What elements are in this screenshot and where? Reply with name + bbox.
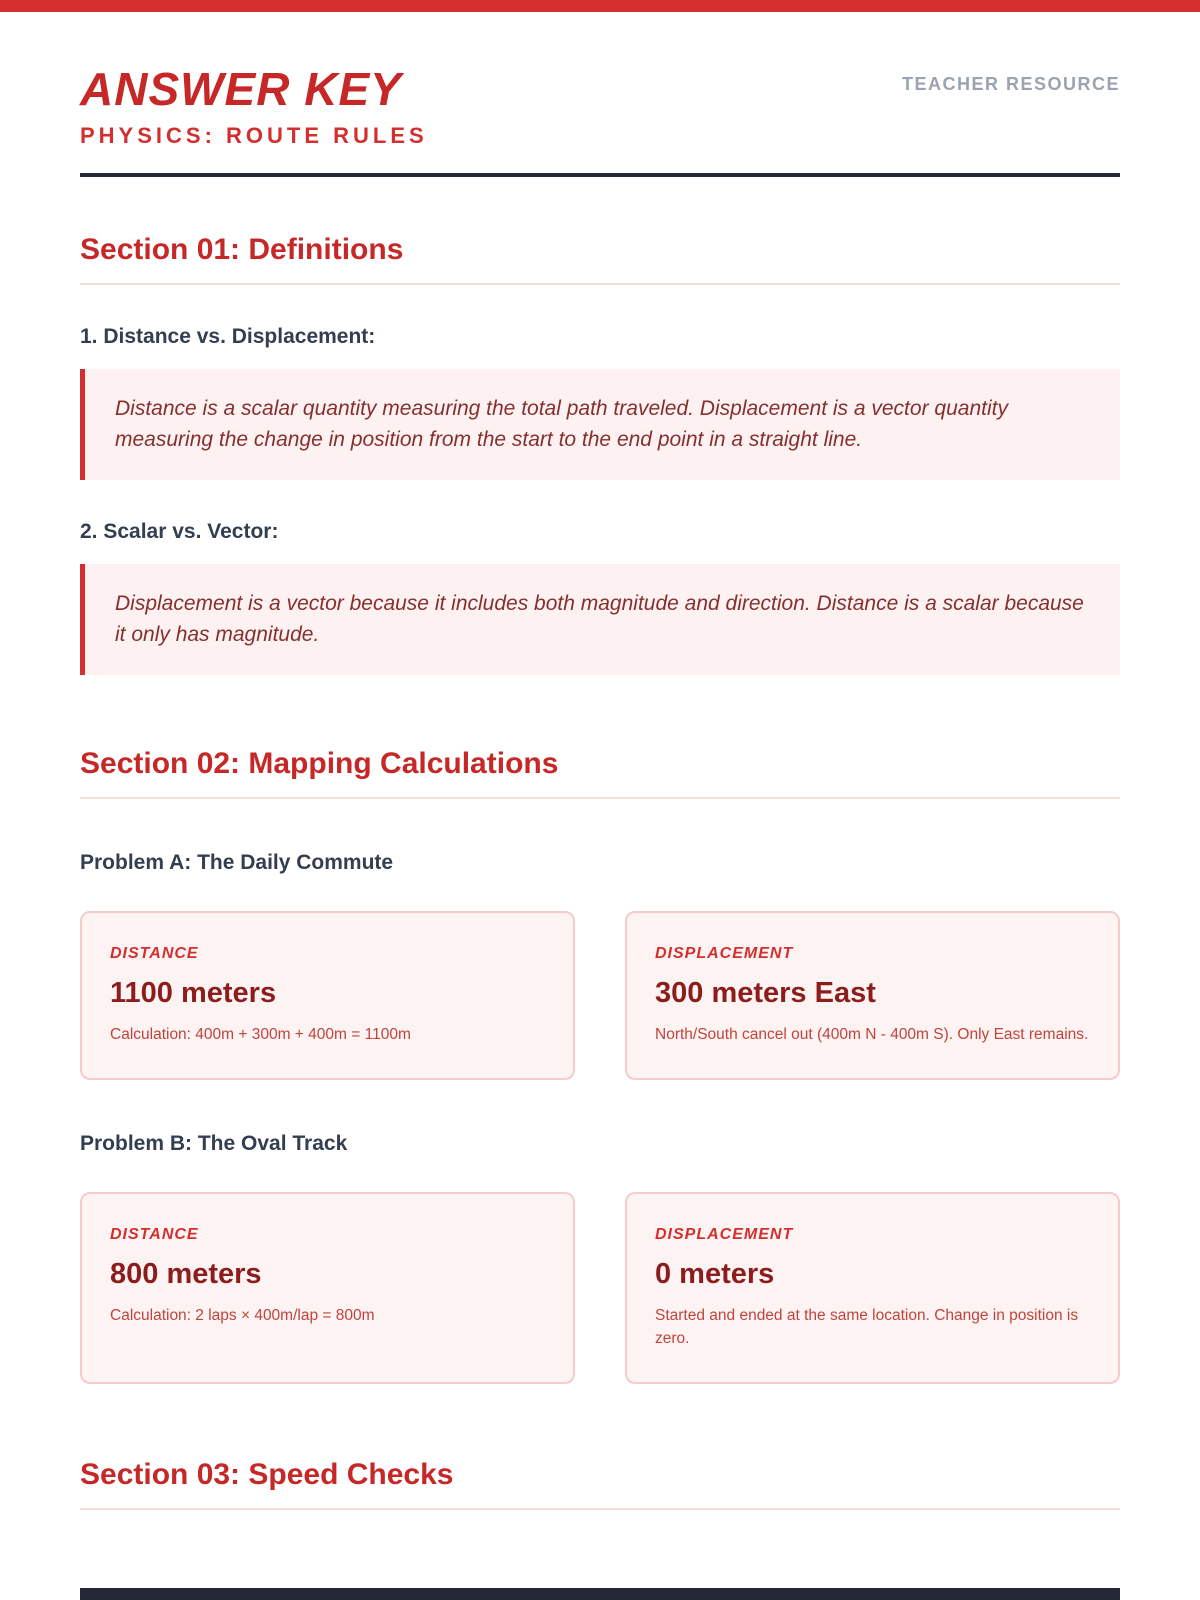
answer-box-1 [80,369,1120,480]
page-header [80,12,1120,177]
answer-box-2 [80,564,1120,675]
problem-a-cards [80,911,1120,1080]
section-01-title: Section 01: Definitions [80,233,1120,285]
card-value: 0 meters [655,1258,775,1291]
card-category-label: DISPLACEMENT [655,1226,794,1244]
section-mapping-calculations [80,747,1120,1384]
question-1-label: 1. Distance vs. Displacement: [80,324,376,348]
page-title: ANSWER KEY [80,63,402,115]
page-subtitle: PHYSICS: ROUTE RULES [80,122,428,148]
card-note: North/South cancel out (400m N - 400m S). Only East remains. [655,1025,1089,1043]
answer-text-2: Displacement is a vector because it includes both magnitude and direction. Distance is a scalar because it only has magnitude. [115,591,1084,647]
card-category-label: DISTANCE [110,944,199,962]
problem-b-cards [80,1192,1120,1384]
card-note: Calculation: 400m + 300m + 400m = 1100m [110,1025,411,1043]
table-header-partial [80,1588,1120,1600]
section-definitions [80,233,1120,675]
card-value: 300 meters East [655,976,876,1009]
card-note: Calculation: 2 laps × 400m/lap = 800m [110,1307,375,1325]
problem-b-label: Problem B: The Oval Track [80,1132,348,1156]
distance-card-a [80,911,575,1080]
distance-card-b [80,1192,575,1384]
card-note: Started and ended at the same location. Change in position is zero. [655,1307,1079,1347]
card-value: 1100 meters [110,976,277,1009]
answer-text-1: Distance is a scalar quantity measuring the total path traveled. Displacement is a vector quantity measuring the change in position from the start to the end point in a straight line. [115,396,1008,452]
card-category-label: DISTANCE [110,1226,199,1244]
header-divider [80,173,1120,177]
displacement-card-b [625,1192,1120,1384]
page-content [0,12,1200,1510]
problem-a-label: Problem A: The Daily Commute [80,850,394,874]
section-02-title: Section 02: Mapping Calculations [80,747,1120,799]
teacher-resource-badge: TEACHER RESOURCE [901,74,1120,94]
section-speed-checks [80,1458,1120,1510]
displacement-card-a [625,911,1120,1080]
section-03-title: Section 03: Speed Checks [80,1458,1120,1510]
card-category-label: DISPLACEMENT [655,944,794,962]
card-value: 800 meters [110,1258,262,1291]
question-2-label: 2. Scalar vs. Vector: [80,519,279,543]
top-accent-bar [0,0,1200,12]
